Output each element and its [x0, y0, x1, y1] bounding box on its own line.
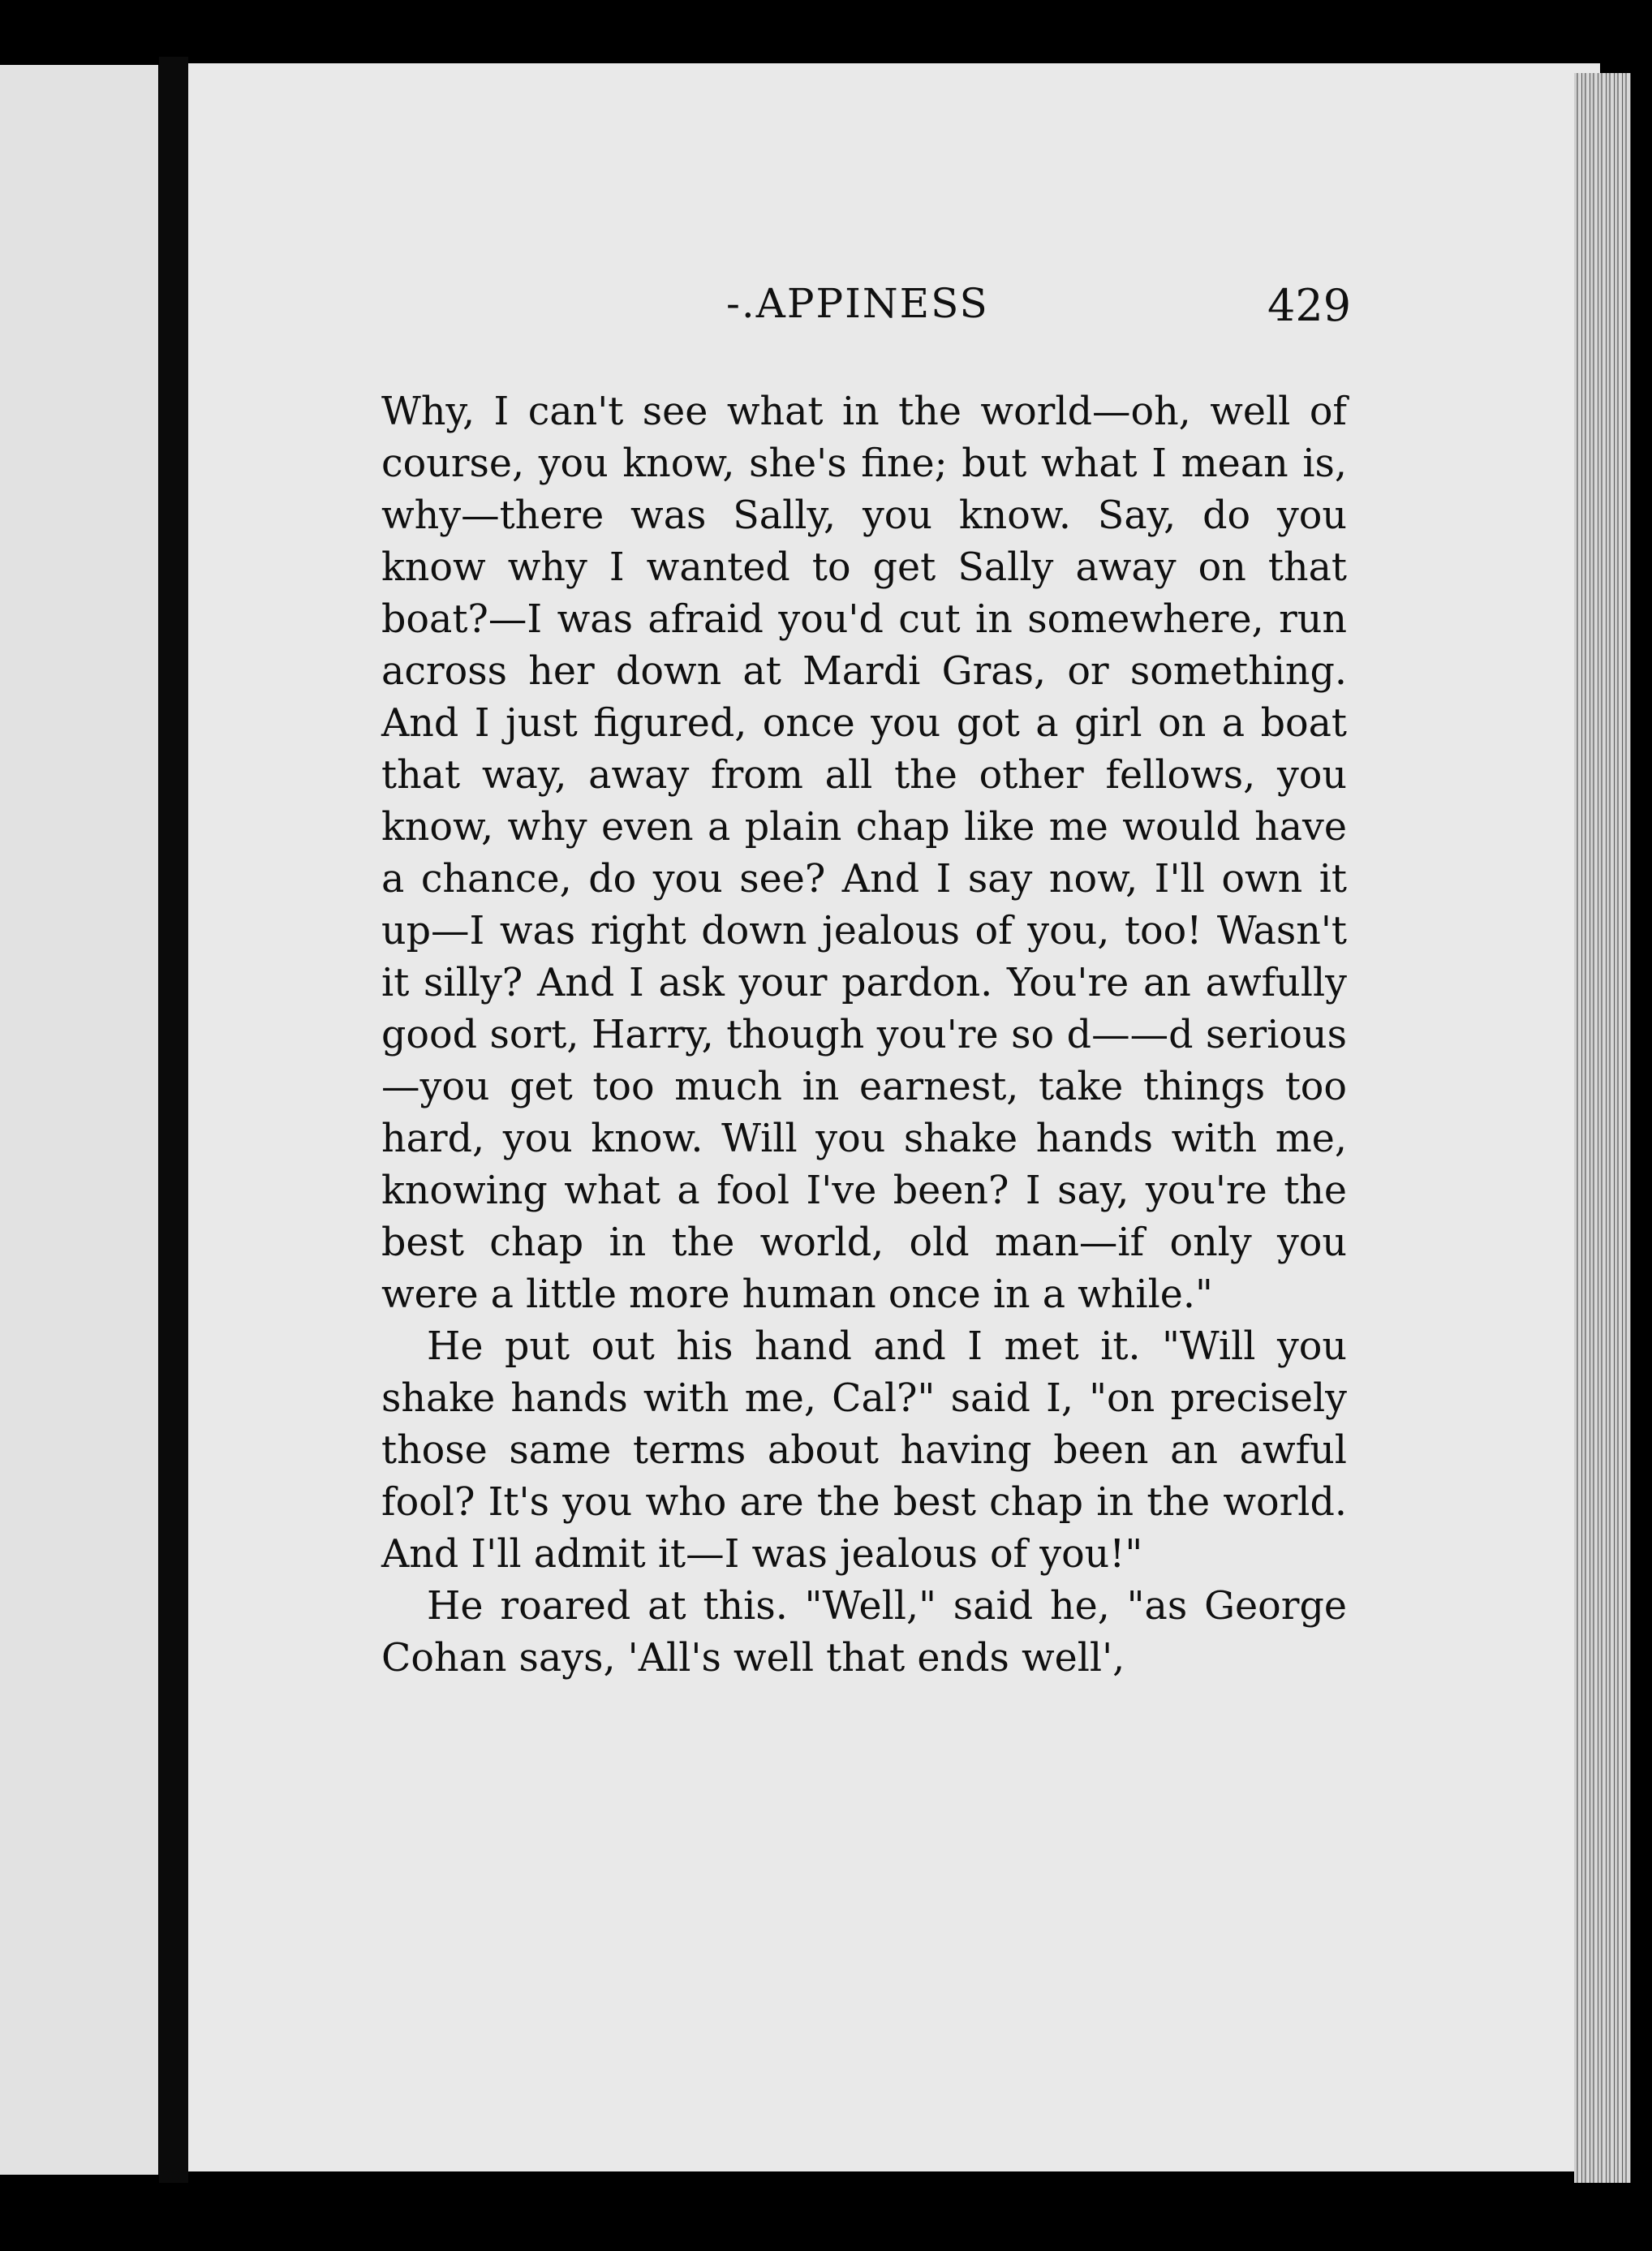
paragraph: He put out his hand and I met it. "Will you shake hands with me, Cal?" said I, "on precisely those same terms about having been an awful fool? It's you who are the best chap in the world. And I'll admit it—I was jealous of you!" — [381, 1324, 1347, 1577]
paragraph: Why, I can't see what in the world—oh, well of course, you know, she's fine; but what I mean is, why—there was Sally, you know. Say, do you know why I wanted to get Sally away on that boat?—I was afraid you'd cut in somewhere, run across her down at Mardi Gras, or something. And I just figured, once you got a girl on a boat that way, away from all the other fellows, you know, why even a plain chap like me would have a chance, do you see? And I say now, I'll own it up—I was right down jealous of you, too! Wasn't it silly? And I ask your pardon. You're an awfully good sort, Harry, though you're so d——d serious—you get too much in earnest, take things too hard, you know. Will you shake hands with me, knowing what a fool I've been? I say, you're the best chap in the world, old man—if only you were a little more human once in a while." — [381, 390, 1347, 1317]
paragraph: He roared at this. "Well," said he, "as George Cohan says, 'All's well that ends well', — [381, 1584, 1347, 1681]
running-title: -.APPINESS — [726, 280, 989, 327]
page-number: 429 — [1267, 280, 1352, 331]
body-text — [381, 386, 1347, 1685]
book-gutter — [159, 57, 188, 2183]
page-edges — [1574, 73, 1631, 2183]
facing-page — [0, 65, 158, 2175]
